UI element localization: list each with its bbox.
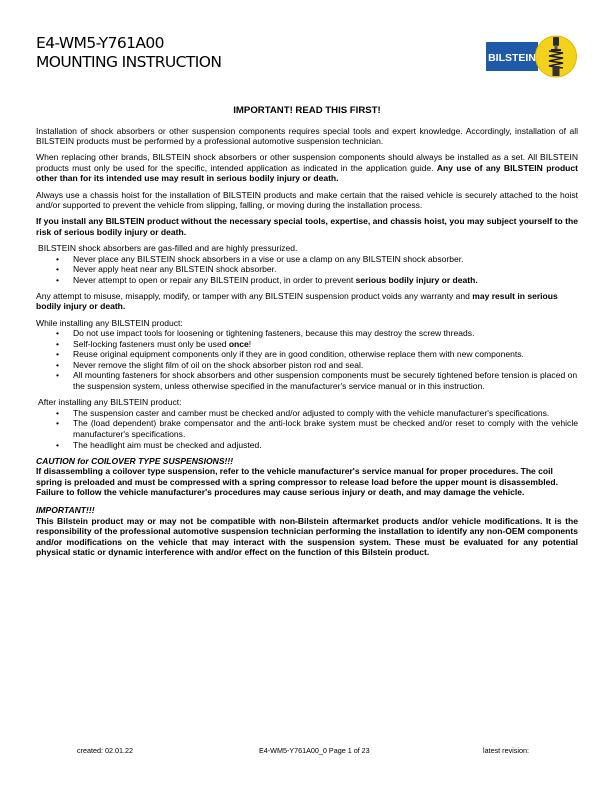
paragraph-installation: Installation of shock absorbers or other suspension components requires special tools and expert knowledge. Accordingly, installation of all BILSTEIN products must be performed by a professional automotive suspension technician. bbox=[36, 125, 578, 147]
gas-filled-intro: BILSTEIN shock absorbers are gas-filled and are highly pressurized. bbox=[38, 242, 298, 253]
gas-filled-list bbox=[36, 254, 578, 286]
important-notice-heading: IMPORTANT!!! bbox=[36, 505, 95, 515]
document-id: E4-WM5-Y761A00 bbox=[36, 34, 164, 52]
important-heading: IMPORTANT! READ THIS FIRST! bbox=[233, 105, 381, 116]
footer-revision: latest revision: bbox=[483, 746, 529, 755]
paragraph-misuse: Any attempt to misuse, misapply, modify, or tamper with any BILSTEIN suspension product voids any warranty and may result in serious bodily injury or death. bbox=[36, 290, 558, 312]
instructions-body bbox=[36, 106, 578, 563]
footer-page-number: E4-WM5-Y761A00_0 Page 1 of 23 bbox=[259, 746, 370, 755]
after-installing-intro: After installing any BILSTEIN product: bbox=[38, 397, 182, 408]
list-item: • Self-locking fasteners must only be used once! bbox=[36, 339, 578, 350]
list-item: • The headlight aim must be checked and adjusted. bbox=[36, 440, 578, 451]
list-item: • All mounting fasteners for shock absorbers and other suspension components must be securely tightened before tension is placed on the suspension system, unless otherwise specified in the manufacturer's service manual or in this instruction. bbox=[36, 370, 578, 391]
list-item: • The suspension caster and camber must be checked and/or adjusted to comply with the vehicle manufacturer's specifications. bbox=[36, 408, 578, 419]
list-item: • Never remove the slight film of oil on the shock absorber piston rod and seal. bbox=[36, 360, 578, 371]
after-installing-list bbox=[36, 408, 578, 450]
list-item: • The (load dependent) brake compensator and the anti-lock brake system must be checked and/or reset to comply with the vehicle manufacturer's specifications. bbox=[36, 418, 578, 439]
list-item: • Do not use impact tools for loosening or tightening fasteners, because this may destroy the screw threads. bbox=[36, 328, 578, 339]
important-notice-text: This Bilstein product may or may not be compatible with non-Bilstein aftermarket products and/or vehicle modifications. It is the responsibility of the professional automotive suspension technician performing the installation to identify any non-OEM components and/or modifications on the vehicle that may interact with the suspension system. These must be evaluated for any potential physical static or dynamic interference with and/or effect on the function of this Bilstein product. bbox=[36, 515, 578, 558]
footer-created: created: 02.01.22 bbox=[77, 746, 133, 755]
list-item: • Reuse original equipment components only if they are in good condition, otherwise replace them with new components. bbox=[36, 349, 578, 360]
document-title: MOUNTING INSTRUCTION bbox=[36, 53, 222, 71]
bilstein-logo bbox=[486, 33, 578, 80]
paragraph-warning: If you install any BILSTEIN product without the necessary special tools, expertise, and chassis hoist, you may subject yourself to the risk of serious bodily injury or death. bbox=[36, 216, 578, 237]
list-item: • Never apply heat near any BILSTEIN shock absorber. bbox=[36, 264, 578, 275]
list-item: • Never place any BILSTEIN shock absorbers in a vise or use a clamp on any BILSTEIN shock absorber. bbox=[36, 254, 578, 265]
caution-text: If disassembling a coilover type suspension, refer to the vehicle manufacturer's service manual for proper procedures. The coil spring is preloaded and must be compressed with a spring compressor to release load before the upper mount is disassembled. Failure to follow the vehicle manufacturer's procedures may cause serious injury or death, and may damage the vehicle. bbox=[36, 466, 558, 498]
paragraph-replacement: When replacing other brands, BILSTEIN shock absorbers or other suspension components should always be installed as a set. All BILSTEIN products must only be used for the specific, intended application as indicated in the application guide. Any use of any BILSTEIN product other than for its intended use may result in serious bodily injury or death. bbox=[36, 152, 578, 184]
paragraph-hoist: Always use a chassis hoist for the installation of BILSTEIN products and make certain that the raised vehicle is securely attached to the hoist and/or supported to prevent the vehicle from slipping, falling, or moving during the installation process. bbox=[36, 189, 578, 211]
svg-text:BILSTEIN: BILSTEIN bbox=[488, 52, 536, 64]
caution-heading: CAUTION for COILOVER TYPE SUSPENSIONS!!! bbox=[36, 455, 234, 466]
list-item: • Never attempt to open or repair any BILSTEIN product, in order to prevent serious bodily injury or death. bbox=[36, 275, 578, 286]
document-header bbox=[36, 34, 221, 72]
while-installing-intro: While installing any BILSTEIN product: bbox=[36, 317, 183, 328]
while-installing-list bbox=[36, 328, 578, 392]
